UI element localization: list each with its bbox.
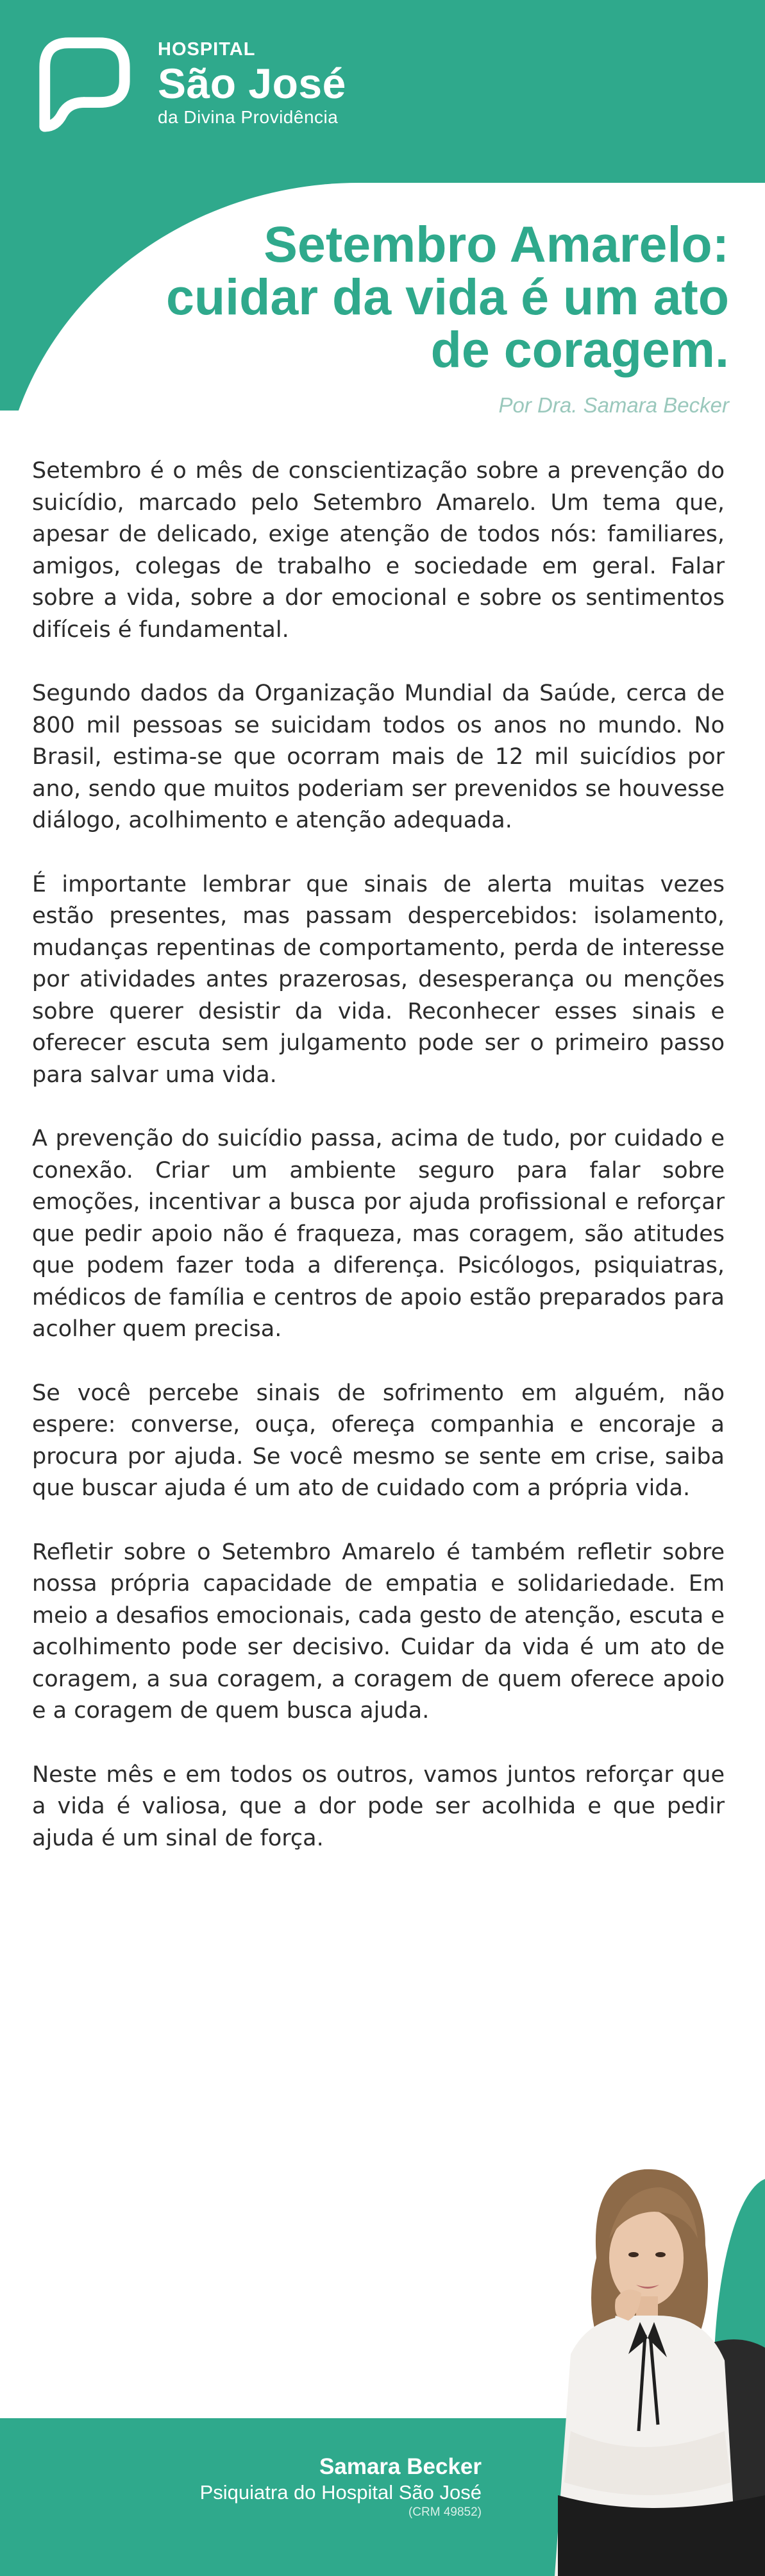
hospital-logo-text (158, 40, 346, 127)
author-name: Samara Becker (319, 2454, 482, 2479)
article-body (32, 455, 725, 1886)
paragraph: Refletir sobre o Setembro Amarelo é também refletir sobre nossa própria capacidade de empatia e solidariedade. Em meio a desafios emocionais, cada gesto de atenção, escuta e acolhimento pode ser decisivo. Cuidar da vida é um ato de coragem, a sua coragem, a coragem de quem oferece apoio e a coragem de quem busca ajuda. (32, 1539, 725, 1724)
author-photo (494, 2162, 765, 2576)
paragraph: Segundo dados da Organização Mundial da Saúde, cerca de 800 mil pessoas se suicidam todos os anos no mundo. No Brasil, estima-se que ocorram mais de 12 mil suicídios por ano, sendo que muitos poderiam ser prevenidos se houvesse diálogo, acolhimento e atenção adequada. (32, 681, 725, 833)
paragraph: Setembro é o mês de conscientização sobre a prevenção do suicídio, marcado pelo Setembro Amarelo. Um tema que, apesar de delicado, exige atenção de todos nós: familiares, amigos, colegas de trabalho e sociedade em geral. Falar sobre a vida, sobre a dor emocional e sobre os sentimentos difíceis é fundamental. (32, 458, 725, 643)
logo-line-name: São José (158, 60, 346, 107)
article-title: Setembro Amarelo: cuidar da vida é um ato de coragem. (165, 216, 729, 378)
logo-line-subtitle: da Divina Providência (158, 107, 339, 127)
paragraph: A prevenção do suicídio passa, acima de tudo, por cuidado e conexão. Criar um ambiente seguro para falar sobre emoções, incentivar a busca por ajuda profissional e reforçar que pedir apoio não é fraqueza, mas coragem, são atitudes que podem fazer toda a diferença. Psicólogos, psiquiatras, médicos de família e centros de apoio estão preparados para acolher quem precisa. (32, 1126, 725, 1342)
paragraph: Se você percebe sinais de sofrimento em alguém, não espere: converse, ouça, ofereça companhia e encoraje a procura por ajuda. Se você mesmo se sente em crise, saiba que buscar ajuda é um ato de cuidado com a própria vida. (32, 1380, 725, 1501)
author-portrait-icon (494, 2162, 765, 2576)
paragraph: É importante lembrar que sinais de alerta muitas vezes estão presentes, mas passam despercebidos: isolamento, mudanças repentinas de comportamento, perda de interesse por atividades antes prazerosas, desesperança ou menções sobre querer desistir da vida. Reconhecer esses sinais e oferecer escuta sem julgamento pode ser o primeiro passo para salvar uma vida. (32, 871, 725, 1088)
hospital-logo-icon (33, 32, 135, 135)
author-role: Psiquiatra do Hospital São José (199, 2481, 482, 2504)
article-byline: Por Dra. Samara Becker (498, 393, 729, 417)
paragraph: Neste mês e em todos os outros, vamos juntos reforçar que a vida é valiosa, que a dor pode ser acolhida e que pedir ajuda é um sinal de força. (32, 1761, 725, 1851)
logo-line-hospital: HOSPITAL (158, 39, 256, 60)
author-crm: (CRM 49852) (408, 2505, 482, 2519)
